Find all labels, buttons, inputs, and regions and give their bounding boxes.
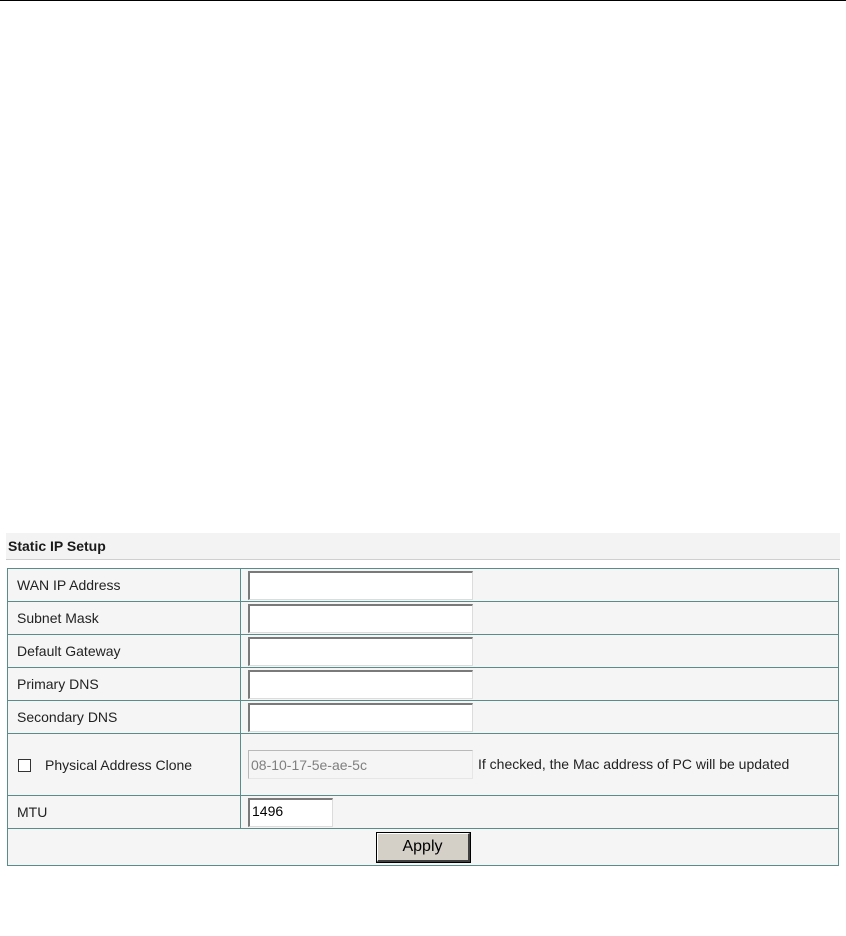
primary-dns-input[interactable] [248,670,473,699]
wan-ip-cell [241,569,839,602]
subnet-mask-cell [241,602,839,635]
form-row-subnet-mask [8,602,839,635]
mtu-cell [241,796,839,829]
default-gateway-input[interactable] [248,637,473,666]
primary-dns-cell [241,668,839,701]
header-spacer [6,560,840,568]
form-row-physical-address-clone [8,734,839,796]
default-gateway-label: Default Gateway [8,635,241,668]
secondary-dns-input[interactable] [248,703,473,732]
mtu-input[interactable]: 1496 [248,798,333,827]
mac-address-input: 08-10-17-5e-ae-5c [248,750,473,779]
apply-button[interactable]: Apply [377,833,470,862]
form-row-primary-dns [8,668,839,701]
physical-address-clone-checkbox[interactable] [18,759,31,772]
form-row-actions [8,829,839,866]
physical-address-clone-note: If checked, the Mac address of PC will be updated [478,756,790,772]
form-row-secondary-dns [8,701,839,734]
form-row-default-gateway [8,635,839,668]
form-row-wan-ip [8,569,839,602]
primary-dns-label: Primary DNS [8,668,241,701]
subnet-mask-input[interactable] [248,604,473,633]
wan-ip-label: WAN IP Address [8,569,241,602]
mtu-label: MTU [8,796,241,829]
form-row-mtu [8,796,839,829]
physical-address-clone-label: Physical Address Clone [45,756,193,773]
default-gateway-cell [241,635,839,668]
physical-address-clone-cell [241,734,839,796]
wan-ip-input[interactable] [248,571,473,600]
static-ip-form-table [7,568,839,866]
top-divider [0,0,846,1]
subnet-mask-label: Subnet Mask [8,602,241,635]
secondary-dns-label: Secondary DNS [8,701,241,734]
secondary-dns-cell [241,701,839,734]
apply-cell [8,829,839,866]
section-title: Static IP Setup [6,533,840,560]
physical-address-clone-label-cell [8,734,241,796]
static-ip-setup-panel [6,533,840,866]
